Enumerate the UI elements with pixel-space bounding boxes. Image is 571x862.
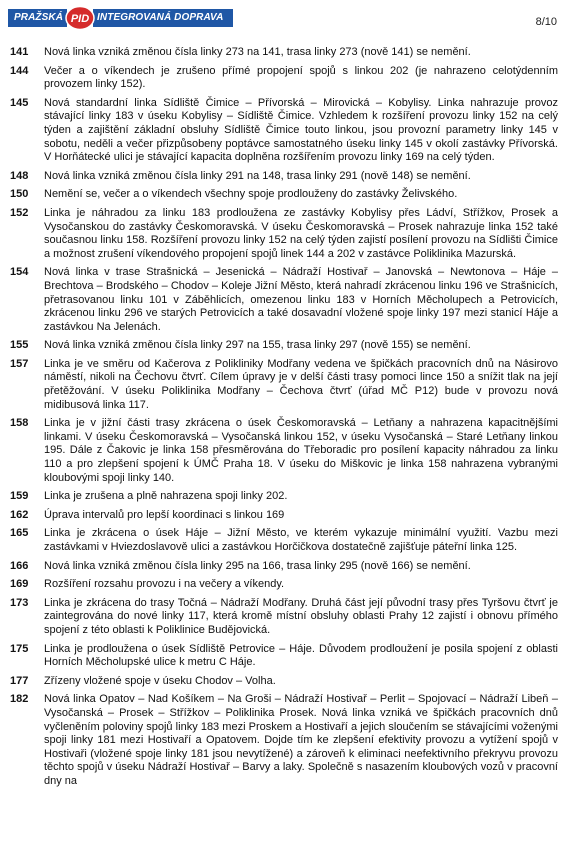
line-entry xyxy=(0,339,571,353)
logo-text-left: PRAŽSKÁ xyxy=(8,9,67,27)
line-description: Rozšíření rozsahu provozu i na večery a víkendy. xyxy=(44,578,285,591)
line-number: 165 xyxy=(10,527,29,540)
line-changes-list xyxy=(0,46,571,794)
line-number: 158 xyxy=(10,417,29,430)
logo-mark-text: PID xyxy=(70,13,90,25)
line-entry xyxy=(0,266,571,334)
line-description: Nová linka vzniká změnou čísla linky 295 na 166, trasa linky 295 (nově 166) se nemění. xyxy=(44,559,471,572)
line-entry xyxy=(0,417,571,485)
pid-logo xyxy=(8,6,233,30)
line-number: 148 xyxy=(10,169,29,182)
line-number: 175 xyxy=(10,642,29,655)
line-number: 173 xyxy=(10,596,29,609)
line-entry xyxy=(0,597,571,638)
line-number: 162 xyxy=(10,508,29,521)
line-description: Linka je náhradou za linku 183 prodloužena ze zastávky Kobylisy přes Ládví, Střížkov, Prosek a Vysočanskou do zastávky Českomoravská. V úseku Českomoravská – Prosek nahrazuje linka 152 také současnou linku 158. Rozšíření provozu linky 152 na celý týden zajistí posílení provozu na Sídlišti Čimice a možnost zrušení víkendového propojení spojů linek 144 a 202 v zastávce Poliklinika Mazurská. xyxy=(44,206,558,260)
page-header xyxy=(0,0,571,40)
line-entry xyxy=(0,578,571,592)
line-description: Linka je zrušena a plně nahrazena spoji linky 202. xyxy=(44,490,288,503)
line-entry xyxy=(0,358,571,412)
line-description: Večer a o víkendech je zrušeno přímé propojení spojů s linkou 202 (je nahrazeno celotýdenním provozem linky 152). xyxy=(44,64,558,91)
line-description: Nemění se, večer a o víkendech všechny spoje prodlouženy do zastávky Želivského. xyxy=(44,188,458,201)
line-number: 144 xyxy=(10,64,29,77)
line-entry xyxy=(0,97,571,165)
line-number: 155 xyxy=(10,339,29,352)
line-description: Nová linka Opatov – Nad Košíkem – Na Groši – Nádraží Hostivař – Perlit – Spojovací – Nádraží Libeň – Vysočanská – Prosek – Střížkov – Poliklinika Prosek. Nová linka vzniká ve špičkách pracovních dnů vyčleněním poloviny spojů linky 183 mezi Proskem a Hostivaří a jejich sloučením se stávajícími voženými spoji linky 181 mezi Hostivaří a Opatovem. Dojde tím ke zlepšení efektivity provozu a vytížení spojů v Hostivaři (vložené spoje linky 181 jsou nevytížené) a zároveň k eliminaci neefektivního překryvu provozu těchto spojů v úseku Nádraží Hostivař – Barvy a laky. Společně s nasazením kloubových vozů v pracovní dny na xyxy=(44,693,558,787)
line-description: Úprava intervalů pro lepší koordinaci s linkou 169 xyxy=(44,508,285,521)
page-number: 8/10 xyxy=(535,16,557,28)
line-description: Nová linka v trase Strašnická – Jesenická – Nádraží Hostivař – Janovská – Newtonova – Háje – Brechtova – Brodského – Chodov – Koleje Jižní Město, která nahradí zkrácenou linku 196 ve Strašnicích, přetrasovanou linku 101 v Záběhlicích, omezenou linku 183 v Horních Měcholupech a Petrovicích, zkrácenou linku 296 ve starých Petrovicích a také dosavadní vložené spoje linky 197 mezi stanicí Háje a zastávkou Na Jelenách. xyxy=(44,266,558,333)
line-description: Linka je ve směru od Kačerova z Polikliniky Modřany vedena ve špičkách pracovních dnů na Násirovo náměstí, nikoli na Čechovu čtvrť. Cílem úpravy je v delší části trasy pomoci lince 150 a snížit tlak na její přetěžování. V úseku Poliklinika Modřany – Čechova čtvrť (úřad MČ P12) bude v provozu nová midibusová linka 117. xyxy=(44,357,558,411)
logo-text-right: INTEGROVANÁ DOPRAVA xyxy=(93,9,233,27)
line-entry xyxy=(0,207,571,261)
line-number: 157 xyxy=(10,357,29,370)
line-entry xyxy=(0,527,571,554)
line-number: 159 xyxy=(10,490,29,503)
line-number: 169 xyxy=(10,578,29,591)
line-entry xyxy=(0,46,571,60)
line-number: 154 xyxy=(10,266,29,279)
line-description: Linka je prodloužena o úsek Sídliště Petrovice – Háje. Důvodem prodloužení je posila spojení z oblasti Horních Měcholupské ulice k metru C Háje. xyxy=(44,642,558,669)
line-entry xyxy=(0,560,571,574)
line-entry xyxy=(0,509,571,523)
line-description: Linka je zkrácena do trasy Točná – Nádraží Modřany. Druhá část její původní trasy přes Tyršovu čtvrť je zaintegrována do nové linky 117, která kromě místní obsluhy oblasti Prahy 12 zajistí i obnovu přímého spojení z této oblasti k Poliklinice Budějovická. xyxy=(44,596,558,636)
line-description: Nová linka vzniká změnou čísla linky 297 na 155, trasa linky 297 (nově 155) se nemění. xyxy=(44,339,471,352)
line-number: 177 xyxy=(10,674,29,687)
line-description: Zřízeny vložené spoje v úseku Chodov – Volha. xyxy=(44,674,276,687)
line-entry xyxy=(0,490,571,504)
line-description: Linka je zkrácena o úsek Háje – Jižní Město, ve kterém vykazuje minimální využití. Vazbu mezi zastávkami v Hviezdoslavově ulici a zastávkou Horčičkova dostatečně zajišťuje páteřní linka 125. xyxy=(44,527,558,553)
line-number: 182 xyxy=(10,693,29,706)
line-entry xyxy=(0,65,571,92)
line-entry xyxy=(0,188,571,202)
line-number: 141 xyxy=(10,46,29,58)
line-entry xyxy=(0,693,571,788)
line-number: 145 xyxy=(10,96,29,109)
line-description: Nová linka vzniká změnou čísla linky 273 na 141, trasa linky 273 (nově 141) se nemění. xyxy=(44,46,471,58)
line-entry xyxy=(0,643,571,670)
line-description: Nová standardní linka Sídliště Čimice – Přívorská – Mirovická – Kobylisy. Linka nahrazuje provoz stávající linky 183 v úseku Kobylisy – Sídliště Čimice. Vzhledem k rozšíření provozu linky 152 na celý týden a zajištění základní obsluhy Sídliště Čimice touto linkou, jsou provozní parametry linky 145 v sobotu, neděli a večer přizpůsobeny poptávce samostatného úseku linky 145 v okolí zastávky Přívorská. V Horňátecké ulici je stávající kapacita doplněna rozšířením provozu linky 169 na celý týden. xyxy=(44,96,558,164)
line-number: 166 xyxy=(10,559,29,572)
line-number: 150 xyxy=(10,188,29,201)
line-number: 152 xyxy=(10,206,29,219)
pid-badge-icon xyxy=(65,6,95,30)
line-entry xyxy=(0,170,571,184)
line-entry xyxy=(0,675,571,689)
line-description: Linka je v jižní části trasy zkrácena o úsek Českomoravská – Letňany a nahrazena kapacitnějšími linkami. V úseku Českomoravská – Vysočanská linkou 152, v úseku Vysočanská – Staré Letňany linkou 195. Dále z Čakovic je linka 158 přesměrována do Třeboradic pro posílení kapacity náhradou za linku 110 a pro zlepšení spojení k ÚMČ Praha 18. V úseku do Miškovic je linka 158 nahrazena vybranými kloubovými spoji linky 140. xyxy=(44,417,558,484)
line-description: Nová linka vzniká změnou čísla linky 291 na 148, trasa linky 291 (nově 148) se nemění. xyxy=(44,169,471,182)
